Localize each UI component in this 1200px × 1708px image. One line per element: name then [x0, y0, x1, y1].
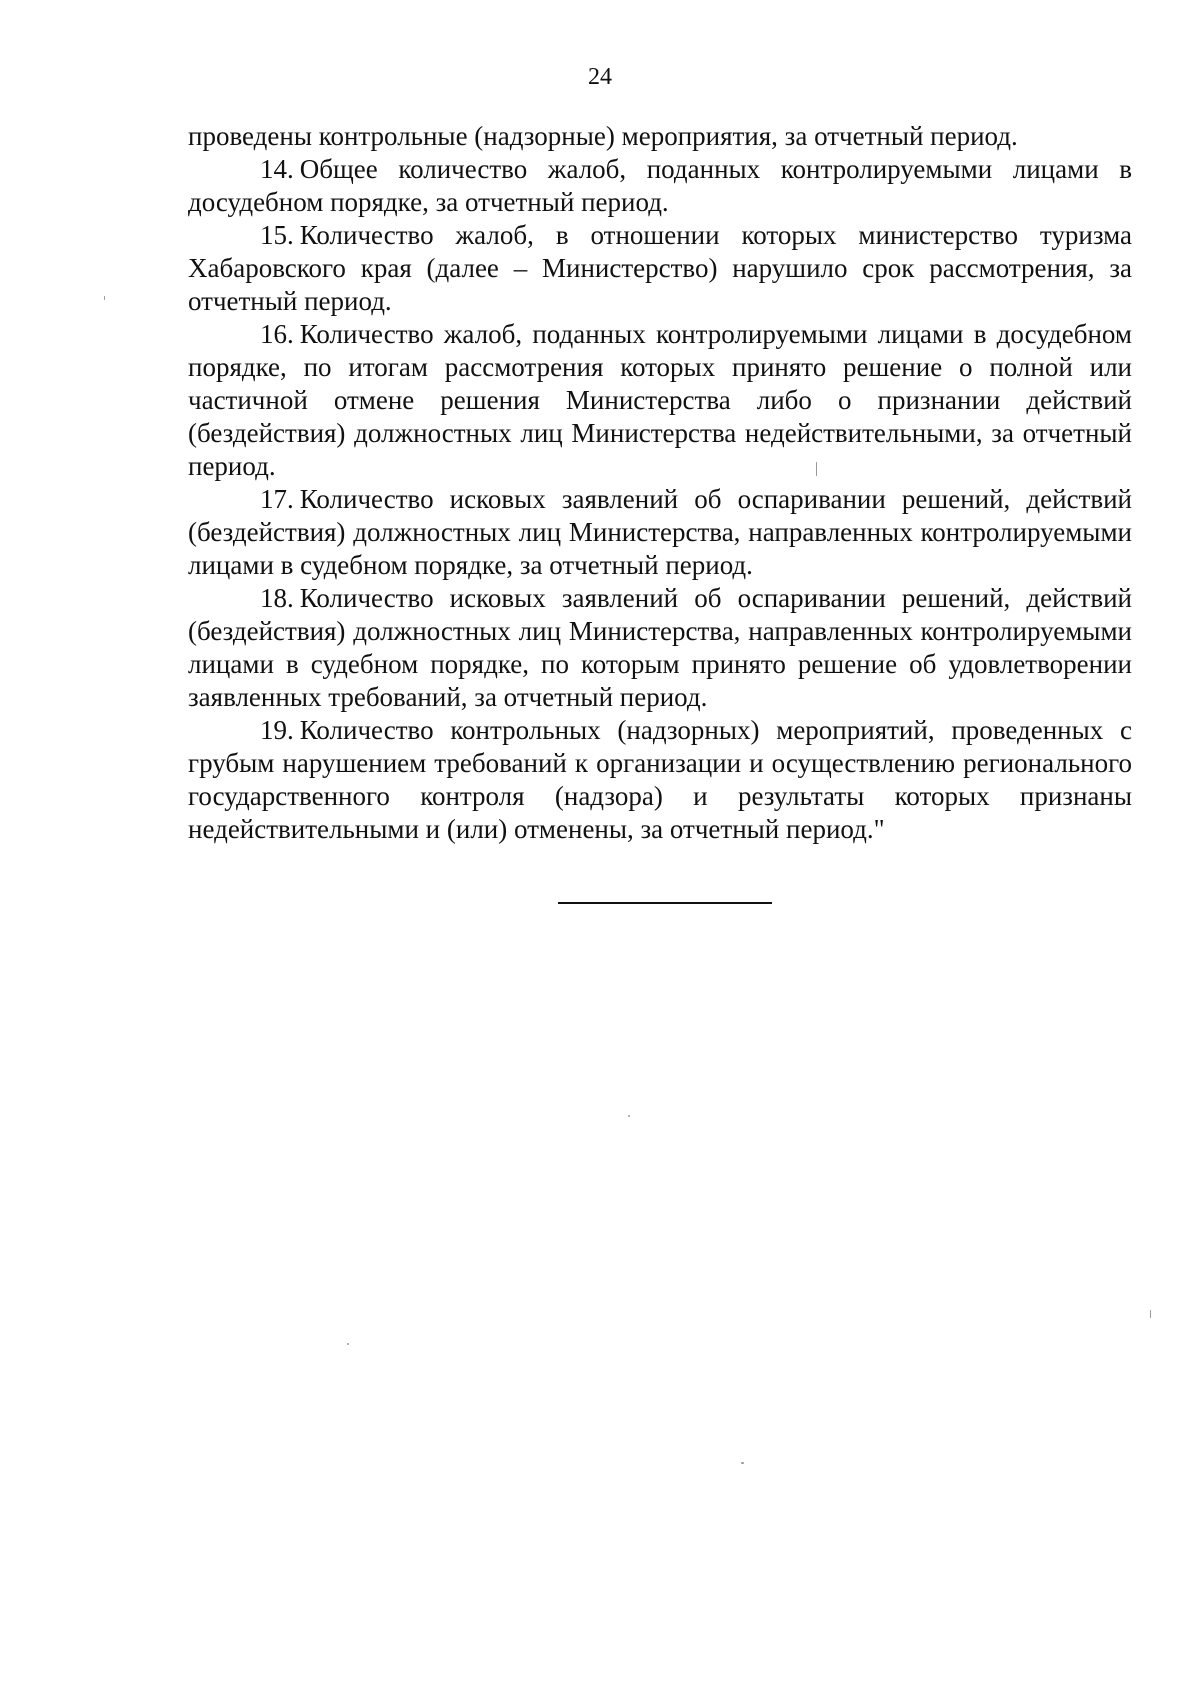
scan-artifact	[1150, 1310, 1151, 1318]
item-number: 15.	[260, 220, 294, 250]
paragraph-text: Количество исковых заявлений об оспаривании решений, действий (бездействия) должностных лиц Министерства, направленных контролируемыми лицами в судебном порядке, за отчетный период.	[188, 484, 1132, 580]
paragraph-text: Количество контрольных (надзорных) мероприятий, проведенных с грубым нарушением требований к организации и осуществлению регионального государственного контроля (надзора) и результаты которых признаны недействительными и (или) отменены, за отчетный период."	[188, 715, 1132, 844]
paragraph-text: Общее количество жалоб, поданных контролируемыми лицами в досудебном порядке, за отчетный период.	[188, 154, 1132, 217]
scan-artifact	[628, 1115, 630, 1117]
item-number: 14.	[260, 154, 294, 184]
paragraph-text: Количество жалоб, поданных контролируемыми лицами в досудебном порядке, по итогам рассмотрения которых принято решение о полной или частичной отмене решения Министерства либо о признании действий (бездействия) должностных лиц Министерства недействительными, за отчетный период.	[188, 319, 1132, 481]
scan-artifact	[104, 296, 105, 300]
item-number: 16.	[260, 319, 294, 349]
scan-artifact	[347, 1343, 349, 1345]
paragraph-text: Количество жалоб, в отношении которых министерство туризма Хабаровского края (далее – Министерство) нарушило срок рассмотрения, за отчетный период.	[188, 220, 1132, 316]
paragraph-item-19	[188, 714, 1132, 846]
item-number: 18.	[260, 583, 294, 613]
document-body	[188, 120, 1132, 846]
paragraph-item-15	[188, 219, 1132, 318]
item-number: 17.	[260, 484, 294, 514]
paragraph-text: проведены контрольные (надзорные) мероприятия, за отчетный период.	[188, 121, 1018, 151]
paragraph-text: Количество исковых заявлений об оспаривании решений, действий (бездействия) должностных лиц Министерства, направленных контролируемыми лицами в судебном порядке, по которым принято решение об удовлетворении заявленных требований, за отчетный период.	[188, 583, 1132, 712]
scan-artifact	[741, 1462, 744, 1464]
scan-artifact	[816, 462, 817, 476]
item-number: 19.	[260, 715, 294, 745]
paragraph-continuation	[188, 120, 1132, 153]
page-number: 24	[588, 64, 612, 90]
paragraph-item-17	[188, 483, 1132, 582]
end-of-document-rule	[558, 902, 772, 904]
paragraph-item-18	[188, 582, 1132, 714]
paragraph-item-14	[188, 153, 1132, 219]
paragraph-item-16	[188, 318, 1132, 483]
